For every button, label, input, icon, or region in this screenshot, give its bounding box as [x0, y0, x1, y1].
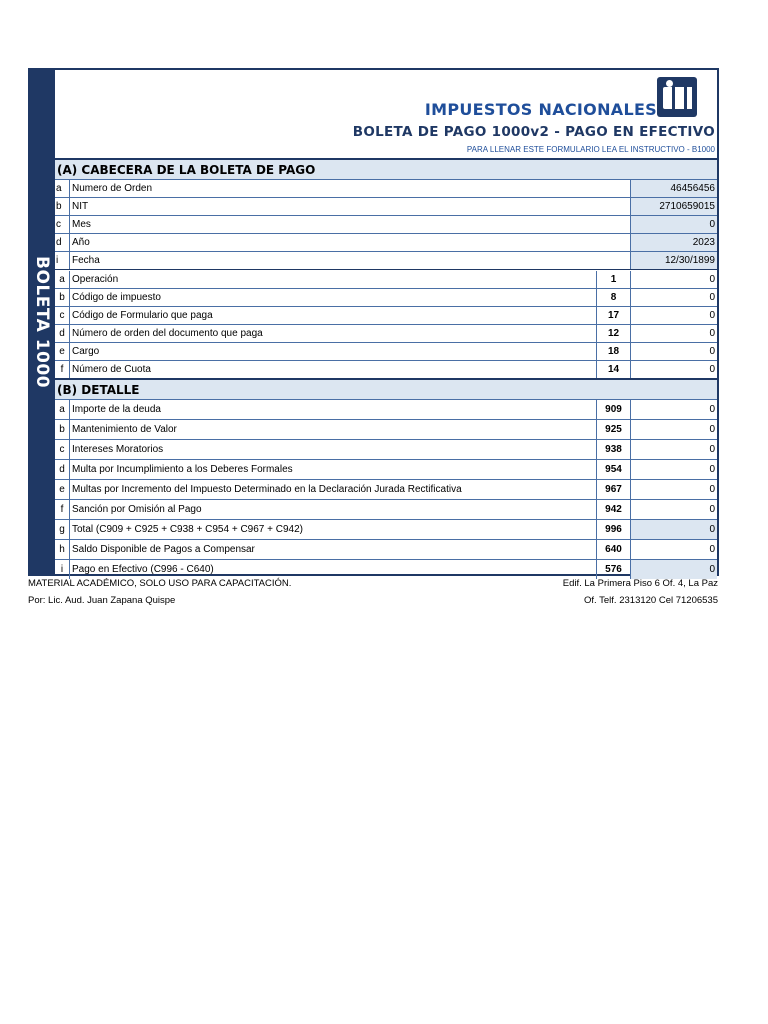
row-label: Número de orden del documento que paga: [72, 328, 263, 339]
row-divider: [55, 269, 717, 270]
header-row: [55, 198, 717, 215]
payment-form: [28, 68, 719, 576]
detail-row: [55, 420, 717, 439]
detail-row: [55, 520, 717, 539]
row-value-field[interactable]: 0: [709, 328, 715, 339]
row-label: Intereses Moratorios: [72, 444, 164, 455]
row-label: Mes: [70, 216, 631, 233]
row-label: Cargo: [72, 346, 100, 357]
row-value-field[interactable]: 0: [709, 444, 715, 455]
header-row: [55, 216, 717, 233]
row-code: 967: [596, 480, 631, 499]
row-code: 8: [596, 289, 631, 306]
detail-row: [55, 400, 717, 419]
header-row: [55, 252, 717, 269]
row-label: Sanción por Omisión al Pago: [72, 504, 202, 515]
code-row: [55, 325, 717, 342]
side-banner: [28, 68, 55, 576]
row-value-field[interactable]: 0: [709, 274, 715, 285]
row-label: Total (C909 + C925 + C938 + C954 + C967 + C942): [72, 524, 303, 535]
code-row: [55, 307, 717, 324]
row-letter: h: [55, 540, 70, 559]
row-value-field[interactable]: 0: [709, 504, 715, 515]
row-label: Pago en Efectivo (C996 - C640): [72, 564, 214, 575]
row-value-field[interactable]: 2710659015: [631, 198, 717, 215]
row-letter: d: [55, 460, 70, 479]
row-code: 938: [596, 440, 631, 459]
section-title: (B) DETALLE: [57, 383, 140, 397]
row-letter: a: [55, 400, 70, 419]
detail-row: [55, 560, 717, 579]
row-label: Mantenimiento de Valor: [72, 424, 177, 435]
row-letter: c: [55, 307, 70, 324]
row-letter: b: [55, 420, 70, 439]
code-row: [55, 361, 717, 378]
row-letter: f: [55, 500, 70, 519]
detail-row: [55, 440, 717, 459]
row-letter: g: [55, 520, 70, 539]
footer-address: Edif. La Primera Piso 6 Of. 4, La Paz: [562, 578, 718, 589]
row-letter: b: [55, 198, 70, 215]
section-a-header: [55, 160, 717, 180]
row-letter: c: [55, 216, 70, 233]
row-label: Operación: [72, 274, 119, 285]
row-letter: b: [55, 289, 70, 306]
code-row: [55, 271, 717, 288]
form-body: [55, 68, 719, 576]
row-value-field[interactable]: 0: [709, 464, 715, 475]
row-label: Número de Cuota: [72, 364, 151, 375]
row-code: 954: [596, 460, 631, 479]
row-value-field[interactable]: 0: [709, 346, 715, 357]
row-letter: a: [55, 271, 70, 288]
row-letter: i: [55, 252, 70, 269]
row-label: Fecha: [70, 252, 631, 269]
row-value-field[interactable]: 46456456: [631, 180, 717, 197]
row-letter: c: [55, 440, 70, 459]
header-row: [55, 234, 717, 251]
row-letter: d: [55, 234, 70, 251]
impuestos-logo-icon: [657, 77, 697, 117]
row-value-field[interactable]: 0: [709, 544, 715, 555]
row-value-field[interactable]: 0: [631, 560, 717, 579]
row-value-field[interactable]: 2023: [631, 234, 717, 251]
row-letter: e: [55, 343, 70, 360]
row-code: 996: [596, 520, 631, 539]
row-value-field[interactable]: 12/30/1899: [631, 252, 717, 269]
row-label: Código de impuesto: [72, 292, 161, 303]
section-title: (A) CABECERA DE LA BOLETA DE PAGO: [57, 163, 316, 177]
row-label: Saldo Disponible de Pagos a Compensar: [72, 544, 255, 555]
row-code: 18: [596, 343, 631, 360]
row-value-field[interactable]: 0: [709, 310, 715, 321]
detail-row: [55, 480, 717, 499]
row-value-field[interactable]: 0: [709, 424, 715, 435]
footer-disclaimer: MATERIAL ACADÉMICO, SOLO USO PARA CAPACITACIÓN.: [28, 578, 292, 589]
row-label: NIT: [70, 198, 631, 215]
row-letter: i: [55, 560, 70, 579]
code-row: [55, 289, 717, 306]
row-label: Código de Formulario que paga: [72, 310, 213, 321]
row-value-field[interactable]: 0: [709, 364, 715, 375]
row-code: 909: [596, 400, 631, 419]
row-value-field[interactable]: 0: [631, 216, 717, 233]
row-letter: f: [55, 361, 70, 378]
row-label: Año: [70, 234, 631, 251]
row-code: 14: [596, 361, 631, 378]
section-b-header: [55, 380, 717, 400]
form-subtitle: BOLETA DE PAGO 1000v2 - PAGO EN EFECTIVO: [352, 124, 715, 140]
row-code: 640: [596, 540, 631, 559]
row-letter: d: [55, 325, 70, 342]
row-code: 1: [596, 271, 631, 288]
row-value-field[interactable]: 0: [709, 484, 715, 495]
row-label: Multa por Incumplimiento a los Deberes Formales: [72, 464, 293, 475]
header-row: [55, 180, 717, 197]
row-code: 925: [596, 420, 631, 439]
row-label: Importe de la deuda: [72, 404, 161, 415]
row-code: 942: [596, 500, 631, 519]
row-code: 576: [596, 560, 631, 579]
row-code: 12: [596, 325, 631, 342]
detail-row: [55, 460, 717, 479]
row-value-field[interactable]: 0: [709, 292, 715, 303]
row-code: 17: [596, 307, 631, 324]
row-letter: e: [55, 480, 70, 499]
detail-row: [55, 540, 717, 559]
row-value-field[interactable]: 0: [709, 404, 715, 415]
row-value-field[interactable]: 0: [631, 520, 717, 539]
side-banner-label: BOLETA 1000: [31, 255, 52, 389]
footer-author: Por: Lic. Aud. Juan Zapana Quispe: [28, 595, 176, 606]
row-label: Numero de Orden: [70, 180, 631, 197]
instructions-note: PARA LLENAR ESTE FORMULARIO LEA EL INSTRUCTIVO - B1000: [466, 145, 715, 154]
form-header: [55, 70, 717, 158]
footer-phone: Of. Telf. 2313120 Cel 71206535: [584, 595, 718, 606]
code-row: [55, 343, 717, 360]
row-label: Multas por Incremento del Impuesto Determinado en la Declaración Jurada Rectificativa: [72, 484, 462, 495]
detail-row: [55, 500, 717, 519]
row-letter: a: [55, 180, 70, 197]
agency-title: IMPUESTOS NACIONALES: [424, 100, 657, 119]
